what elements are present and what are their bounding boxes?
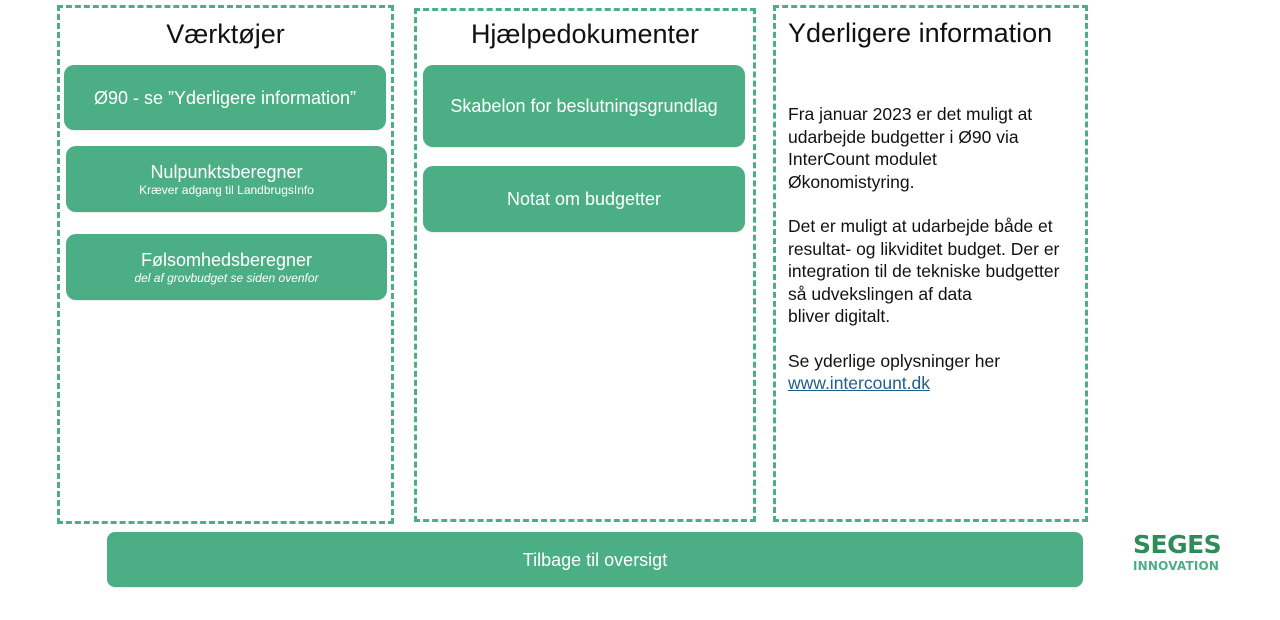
docs-panel-title: Hjælpedokumenter	[470, 19, 700, 49]
nulpunktsberegner-button-sublabel: Kræver adgang til LandbrugsInfo	[139, 183, 314, 197]
info-line: resultat- og likviditet budget. Der er	[788, 238, 1060, 259]
notat-button-label: Notat om budgetter	[506, 189, 662, 209]
info-line: Økonomistyring.	[788, 171, 915, 192]
info-paragraph-2	[788, 215, 1083, 328]
info-line: integration til de tekniske budgetter	[788, 261, 1060, 281]
back-to-overview-button[interactable]	[107, 532, 1083, 587]
o90-button[interactable]	[64, 65, 386, 130]
folsomhedsberegner-button[interactable]	[66, 234, 387, 300]
intercount-link[interactable]: www.intercount.dk	[788, 373, 931, 393]
info-line: Det er muligt at udarbejde både et	[788, 216, 1053, 236]
info-paragraph-3	[788, 350, 1083, 395]
info-text	[788, 103, 1083, 417]
info-panel	[773, 5, 1088, 522]
seges-innovation-logo	[1133, 531, 1233, 573]
nulpunktsberegner-button-label: Nulpunktsberegner	[150, 162, 303, 182]
notat-button[interactable]	[423, 166, 745, 232]
folsomhedsberegner-button-label: Følsomhedsberegner	[140, 250, 313, 270]
skabelon-button[interactable]	[423, 65, 745, 147]
info-line: Se yderlige oplysninger her	[788, 350, 1001, 371]
nulpunktsberegner-button[interactable]	[66, 146, 387, 212]
info-line: så udvekslingen af data	[788, 283, 972, 304]
o90-button-label: Ø90 - se ”Yderligere information”	[93, 87, 357, 108]
folsomhedsberegner-button-sublabel: del af grovbudget se siden ovenfor	[134, 271, 319, 285]
info-line: bliver digitalt.	[788, 306, 891, 326]
tools-panel-title: Værktøjer	[166, 19, 285, 49]
info-line: udarbejde budgetter i Ø90 via	[788, 126, 1019, 147]
logo-line-2: INNOVATION	[1133, 559, 1220, 573]
back-to-overview-button-label: Tilbage til oversigt	[522, 549, 668, 570]
info-paragraph-1	[788, 103, 1083, 193]
logo-line-1: SEGES	[1133, 530, 1222, 559]
info-line: Fra januar 2023 er det muligt at	[788, 104, 1033, 124]
info-panel-title: Yderligere information	[788, 18, 1053, 48]
info-line: InterCount modulet	[788, 149, 937, 169]
docs-panel	[414, 8, 756, 522]
tools-panel	[57, 5, 394, 524]
skabelon-button-label: Skabelon for beslutningsgrundlag	[450, 96, 718, 116]
